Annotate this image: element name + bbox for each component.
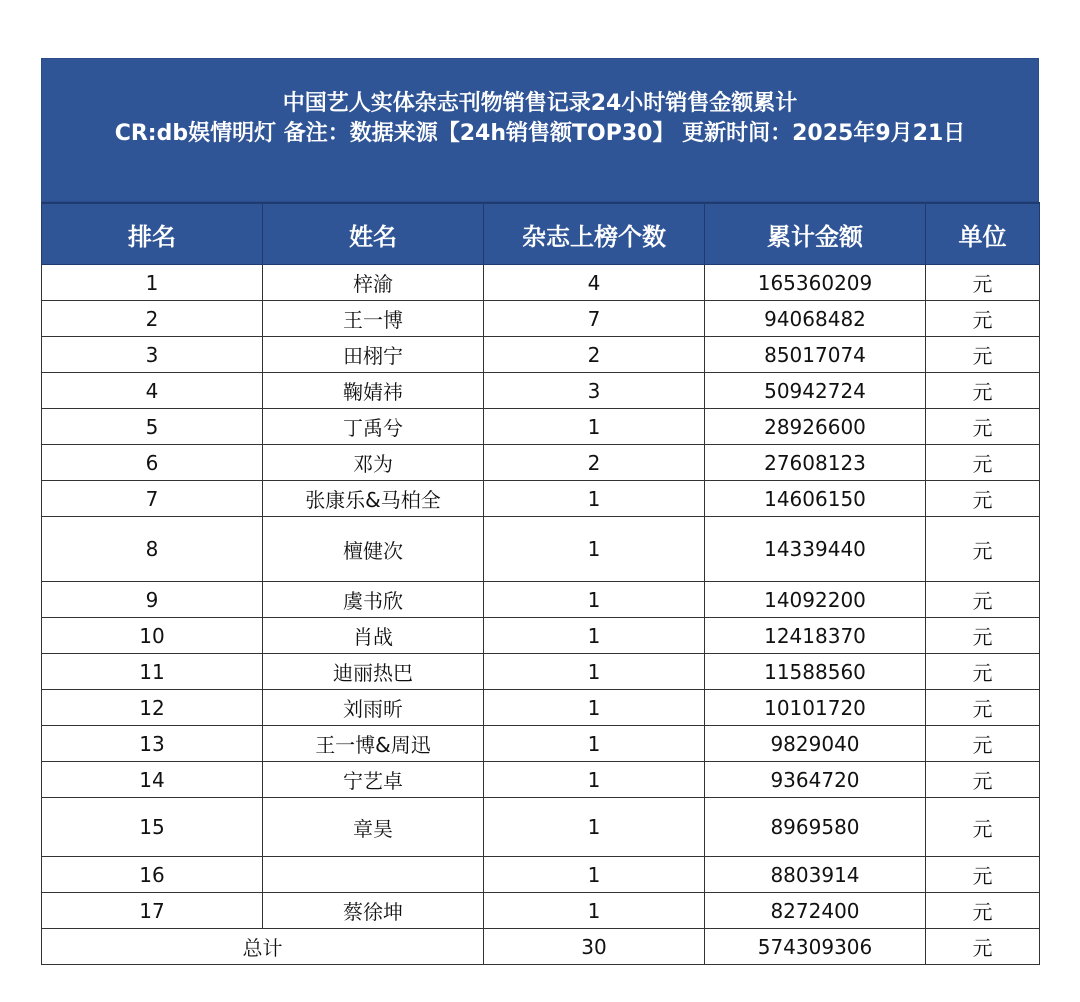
- cell-name: 王一博&周迅: [263, 726, 484, 762]
- sales-sheet: [41, 58, 1039, 965]
- col-header-rank: 排名: [42, 203, 263, 265]
- cell-rank: 13: [42, 726, 263, 762]
- cell-unit: 元: [926, 517, 1040, 582]
- cell-name: 迪丽热巴: [263, 654, 484, 690]
- header-row: [42, 203, 1040, 265]
- total-row: [42, 929, 1040, 965]
- cell-amount: 12418370: [705, 618, 926, 654]
- table-row: [42, 654, 1040, 690]
- table-row: [42, 481, 1040, 517]
- cell-amount: 8272400: [705, 893, 926, 929]
- cell-count: 4: [484, 265, 705, 301]
- cell-count: 1: [484, 582, 705, 618]
- table-row: [42, 726, 1040, 762]
- cell-name: 肖战: [263, 618, 484, 654]
- table-row: [42, 762, 1040, 798]
- table-row: [42, 265, 1040, 301]
- cell-name: 檀健次: [263, 517, 484, 582]
- cell-name: 田栩宁: [263, 337, 484, 373]
- cell-count: 3: [484, 373, 705, 409]
- cell-unit: 元: [926, 337, 1040, 373]
- table-row: [42, 517, 1040, 582]
- table-row: [42, 373, 1040, 409]
- cell-count: 1: [484, 762, 705, 798]
- table-row: [42, 445, 1040, 481]
- cell-amount: 8969580: [705, 798, 926, 857]
- cell-name: 鞠婧祎: [263, 373, 484, 409]
- cell-amount: 85017074: [705, 337, 926, 373]
- cell-rank: 1: [42, 265, 263, 301]
- cell-unit: 元: [926, 301, 1040, 337]
- cell-unit: 元: [926, 481, 1040, 517]
- cell-count: 2: [484, 445, 705, 481]
- cell-rank: 4: [42, 373, 263, 409]
- table-row: [42, 857, 1040, 893]
- total-label: 总计: [42, 929, 484, 965]
- cell-name: 王一博: [263, 301, 484, 337]
- cell-unit: 元: [926, 582, 1040, 618]
- cell-amount: 8803914: [705, 857, 926, 893]
- cell-amount: 165360209: [705, 265, 926, 301]
- cell-rank: 8: [42, 517, 263, 582]
- cell-amount: 14339440: [705, 517, 926, 582]
- cell-unit: 元: [926, 445, 1040, 481]
- table-row: [42, 301, 1040, 337]
- table-row: [42, 582, 1040, 618]
- cell-count: 1: [484, 798, 705, 857]
- title-banner: [41, 58, 1039, 202]
- cell-rank: 7: [42, 481, 263, 517]
- col-header-unit: 单位: [926, 203, 1040, 265]
- table-row: [42, 798, 1040, 857]
- table-row: [42, 409, 1040, 445]
- cell-rank: 16: [42, 857, 263, 893]
- cell-rank: 5: [42, 409, 263, 445]
- cell-amount: 11588560: [705, 654, 926, 690]
- cell-count: 1: [484, 857, 705, 893]
- cell-amount: 9829040: [705, 726, 926, 762]
- total-amount: 574309306: [705, 929, 926, 965]
- table-row: [42, 337, 1040, 373]
- table-row: [42, 690, 1040, 726]
- cell-count: 1: [484, 409, 705, 445]
- total-count: 30: [484, 929, 705, 965]
- cell-rank: 14: [42, 762, 263, 798]
- cell-name: 梓渝: [263, 265, 484, 301]
- cell-name: 宁艺卓: [263, 762, 484, 798]
- cell-name: 章昊: [263, 798, 484, 857]
- cell-count: 1: [484, 481, 705, 517]
- total-unit: 元: [926, 929, 1040, 965]
- table-row: [42, 618, 1040, 654]
- cell-amount: 10101720: [705, 690, 926, 726]
- cell-rank: 11: [42, 654, 263, 690]
- cell-name: 张康乐&马柏全: [263, 481, 484, 517]
- cell-amount: 14092200: [705, 582, 926, 618]
- cell-amount: 94068482: [705, 301, 926, 337]
- cell-unit: 元: [926, 893, 1040, 929]
- cell-count: 1: [484, 618, 705, 654]
- title-main: 中国艺人实体杂志刊物销售记录24小时销售金额累计: [282, 91, 798, 116]
- cell-unit: 元: [926, 726, 1040, 762]
- cell-unit: 元: [926, 265, 1040, 301]
- cell-name: [263, 857, 484, 893]
- cell-count: 1: [484, 690, 705, 726]
- cell-amount: 27608123: [705, 445, 926, 481]
- cell-unit: 元: [926, 690, 1040, 726]
- table-row: [42, 893, 1040, 929]
- cell-name: 蔡徐坤: [263, 893, 484, 929]
- cell-amount: 9364720: [705, 762, 926, 798]
- col-header-amount: 累计金额: [705, 203, 926, 265]
- cell-rank: 9: [42, 582, 263, 618]
- col-header-name: 姓名: [263, 203, 484, 265]
- cell-rank: 10: [42, 618, 263, 654]
- cell-unit: 元: [926, 762, 1040, 798]
- cell-name: 刘雨昕: [263, 690, 484, 726]
- cell-name: 丁禹兮: [263, 409, 484, 445]
- cell-count: 2: [484, 337, 705, 373]
- cell-name: 邓为: [263, 445, 484, 481]
- cell-count: 1: [484, 726, 705, 762]
- cell-rank: 2: [42, 301, 263, 337]
- cell-rank: 12: [42, 690, 263, 726]
- cell-unit: 元: [926, 798, 1040, 857]
- cell-amount: 14606150: [705, 481, 926, 517]
- cell-unit: 元: [926, 654, 1040, 690]
- cell-rank: 3: [42, 337, 263, 373]
- cell-name: 虞书欣: [263, 582, 484, 618]
- cell-unit: 元: [926, 373, 1040, 409]
- cell-count: 1: [484, 893, 705, 929]
- cell-unit: 元: [926, 409, 1040, 445]
- cell-count: 1: [484, 654, 705, 690]
- cell-rank: 17: [42, 893, 263, 929]
- cell-rank: 15: [42, 798, 263, 857]
- cell-rank: 6: [42, 445, 263, 481]
- cell-amount: 50942724: [705, 373, 926, 409]
- col-header-count: 杂志上榜个数: [484, 203, 705, 265]
- title-subline: CR:db娱情明灯 备注：数据来源【24h销售额TOP30】 更新时间：2025年9月21日: [114, 121, 966, 146]
- cell-unit: 元: [926, 857, 1040, 893]
- cell-count: 7: [484, 301, 705, 337]
- cell-unit: 元: [926, 618, 1040, 654]
- sales-table: [41, 202, 1040, 965]
- cell-count: 1: [484, 517, 705, 582]
- cell-amount: 28926600: [705, 409, 926, 445]
